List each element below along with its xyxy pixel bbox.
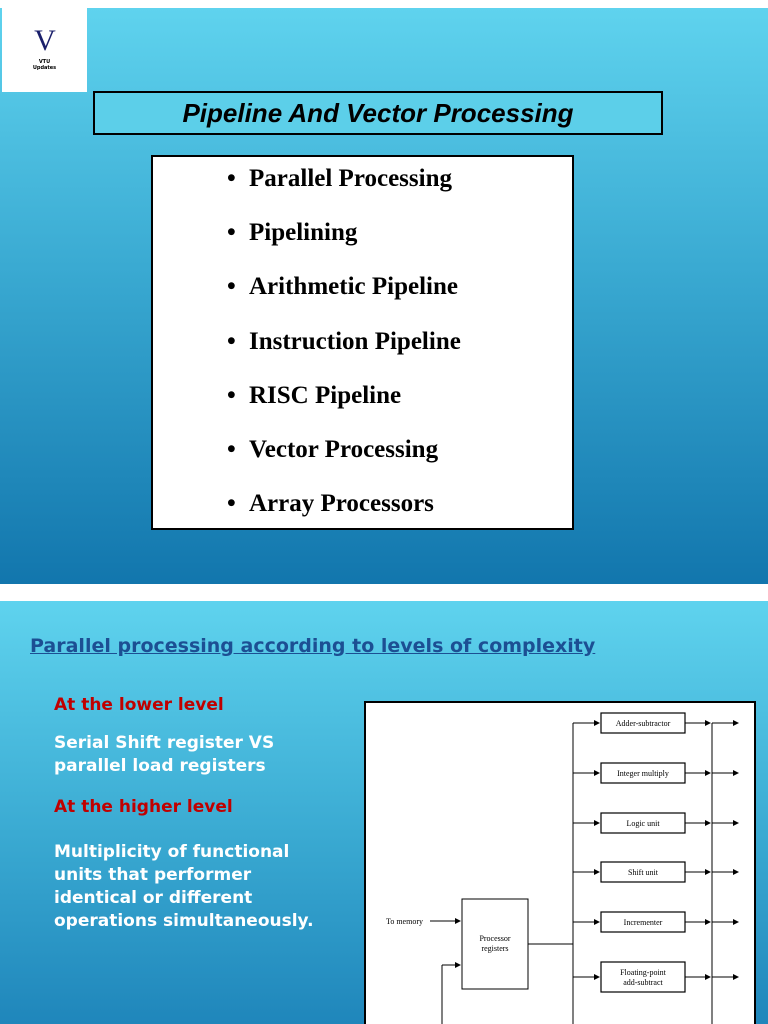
functional-units-svg	[366, 703, 758, 1024]
bullet-icon: •	[227, 381, 236, 409]
higher-level-label: At the higher level	[54, 797, 233, 817]
lower-level-label: At the lower level	[54, 695, 224, 715]
unit-group	[573, 713, 738, 992]
slide-title-box	[93, 91, 663, 135]
lower-level-text	[54, 732, 274, 778]
topics-panel	[151, 155, 574, 530]
slide-1	[0, 8, 768, 584]
bullet-icon: •	[227, 327, 236, 355]
higher-level-line: Multiplicity of functional	[54, 842, 290, 862]
logo-caption-line1: VTU	[38, 59, 51, 65]
topic-item	[227, 328, 461, 356]
topic-item	[227, 382, 401, 410]
topic-item	[227, 490, 434, 518]
functional-unit-label: Incrementer	[623, 918, 663, 927]
topic-item	[227, 219, 357, 247]
slide-title: Pipeline And Vector Processing	[182, 97, 574, 128]
functional-unit-label: Shift unit	[627, 868, 659, 877]
topic-item	[227, 273, 458, 301]
functional-units-diagram	[364, 701, 756, 1024]
processor-label-line1: Processor	[479, 934, 511, 943]
slide-2	[0, 601, 768, 1024]
topic-label: Parallel Processing	[249, 165, 452, 192]
topic-label: Arithmetic Pipeline	[249, 273, 458, 301]
bullet-icon: •	[227, 219, 236, 247]
topic-label: Array Processors	[249, 490, 434, 518]
bullet-icon: •	[227, 436, 236, 463]
topic-label: RISC Pipeline	[249, 381, 402, 409]
higher-level-line: identical or different	[54, 888, 253, 908]
topic-label: Pipelining	[249, 219, 358, 247]
vtu-logo	[2, 8, 87, 92]
topic-item	[227, 165, 452, 193]
to-memory-label: To memory	[386, 917, 423, 926]
bullet-icon: •	[227, 490, 236, 518]
functional-unit-label: Integer multiply	[617, 769, 669, 778]
higher-level-line: units that performer	[54, 865, 252, 885]
svg-text:V: V	[33, 24, 56, 57]
functional-unit-label: Adder-subtractor	[615, 719, 671, 728]
functional-unit-label: Logic unit	[626, 819, 660, 828]
topic-label: Instruction Pipeline	[249, 327, 461, 355]
functional-unit-box	[601, 962, 685, 992]
higher-level-text	[54, 841, 314, 933]
logo-caption-line2: Updates	[32, 65, 57, 71]
logo-caption	[33, 59, 56, 71]
lower-level-line: parallel load registers	[54, 756, 266, 776]
bullet-icon: •	[227, 273, 236, 301]
functional-unit-label: add-subtract	[623, 978, 663, 987]
functional-unit-label: Floating-point	[620, 968, 666, 977]
slide-2-heading: Parallel processing according to levels of complexity	[30, 635, 596, 657]
topic-label: Vector Processing	[249, 436, 439, 463]
higher-level-line: operations simultaneously.	[54, 911, 314, 931]
topic-item	[227, 436, 438, 464]
v-logo-icon	[25, 24, 65, 58]
lower-level-line: Serial Shift register VS	[54, 733, 275, 753]
processor-label-line2: registers	[481, 944, 509, 953]
bullet-icon: •	[227, 165, 236, 192]
